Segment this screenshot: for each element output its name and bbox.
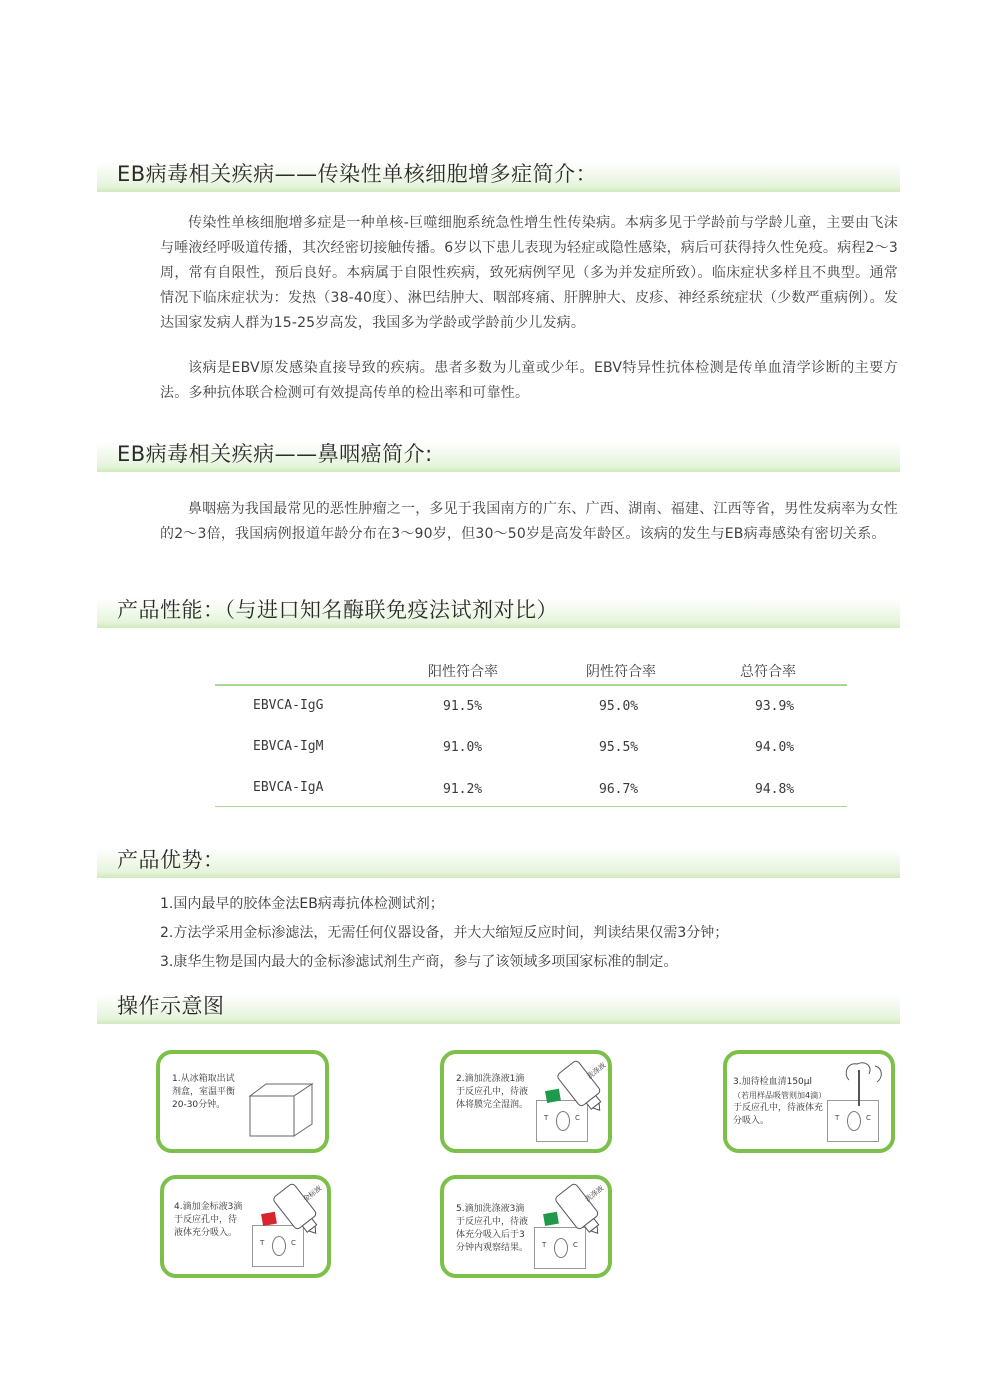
section-header-advantages — [97, 846, 900, 878]
advantage-item: 1.国内最早的胶体金法EB病毒抗体检测试剂； — [160, 896, 444, 912]
performance-table — [215, 658, 847, 813]
section-title: 产品优势： — [117, 848, 225, 872]
table-header: 阴性符合率 — [586, 664, 656, 680]
section-title: 产品性能：（与进口知名酶联免疫法试剂对比） — [117, 598, 558, 622]
reaction-plate-icon: T C — [252, 1225, 304, 1267]
bottle-label: 洗涤液 — [585, 1061, 608, 1081]
step-card-4 — [160, 1175, 331, 1278]
advantage-item: 3.康华生物是国内最大的金标渗滤试剂生产商，参与了该领域多项国家标准的制定。 — [160, 954, 678, 970]
section-header-npc — [97, 440, 900, 472]
table-cell-name: EBVCA-IgM — [253, 739, 324, 754]
bottle-label: 金标液 — [301, 1184, 324, 1204]
section-header-performance — [97, 596, 900, 628]
table-divider — [215, 684, 847, 686]
table-cell-name: EBVCA-IgA — [253, 780, 324, 795]
kit-box-icon — [246, 1080, 318, 1140]
section-header-im — [97, 160, 900, 192]
section-title: EB病毒相关疾病——鼻咽癌简介: — [117, 442, 433, 466]
table-cell: 93.9% — [755, 699, 795, 714]
step-card-5 — [440, 1175, 612, 1278]
step-text: 2.滴加洗涤液1滴 于反应孔中，待液 体将膜完全湿润。 — [456, 1074, 529, 1110]
table-cell: 96.7% — [599, 782, 639, 797]
reaction-plate-icon: T C — [827, 1100, 879, 1142]
step-card-3 — [723, 1050, 895, 1153]
table-cell: 95.5% — [599, 740, 639, 755]
step-text: 3.加待检血清150μl （若用样品吸管则加4滴） 于反应孔中，待液体充 分吸入。 — [733, 1077, 827, 1126]
table-cell: 91.5% — [443, 699, 483, 714]
step-card-2 — [440, 1050, 612, 1153]
section-title: EB病毒相关疾病——传染性单核细胞增多症简介： — [117, 162, 598, 186]
bottle-label: 洗涤液 — [583, 1184, 606, 1204]
step-text: 4.滴加金标液3滴 于反应孔中，待 液体充分吸入。 — [174, 1202, 243, 1238]
section-title: 操作示意图 — [117, 994, 225, 1018]
reaction-plate-icon: T C — [534, 1227, 586, 1269]
step-text: 5.滴加洗涤液3滴 于反应孔中，待液 体充分吸入后于3 分钟内观察结果。 — [456, 1204, 529, 1253]
step-card-1 — [156, 1050, 329, 1153]
advantage-item: 2.方法学采用金标渗滤法，无需任何仪器设备，并大大缩短反应时间，判读结果仅需3分钟； — [160, 925, 729, 941]
table-cell: 94.8% — [755, 782, 795, 797]
section-header-operation — [97, 992, 900, 1024]
pipette-hand-icon — [839, 1056, 889, 1112]
table-cell: 91.2% — [443, 782, 483, 797]
reaction-plate-icon: T C — [536, 1100, 588, 1142]
table-cell: 95.0% — [599, 699, 639, 714]
table-divider — [215, 806, 847, 807]
table-cell: 94.0% — [755, 740, 795, 755]
paragraph-im-2: 该病是EBV原发感染直接导致的疾病。患者多数为儿童或少年。EBV特异性抗体检测是传单血清学诊断的主要方法。多种抗体联合检测可有效提高传单的检出率和可靠性。 — [160, 360, 898, 401]
table-header: 总符合率 — [740, 664, 796, 680]
table-cell-name: EBVCA-IgG — [253, 698, 324, 713]
paragraph-npc-1: 鼻咽癌为我国最常见的恶性肿瘤之一，多见于我国南方的广东、广西、湖南、福建、江西等省，男性发病率为女性的2～3倍，我国病例报道年龄分布在3～90岁，但30～50岁是高发年龄区。该病的发生与EB病毒感染有密切关系。 — [160, 501, 898, 542]
table-header: 阳性符合率 — [428, 664, 498, 680]
table-cell: 91.0% — [443, 740, 483, 755]
step-text: 1.从冰箱取出试 剂盒，室温平衡 20-30分钟。 — [172, 1074, 236, 1110]
paragraph-im-1: 传染性单核细胞增多症是一种单核-巨噬细胞系统急性增生性传染病。本病多见于学龄前与学龄儿童，主要由飞沫与唾液经呼吸道传播，其次经密切接触传播。6岁以下患儿表现为轻症或隐性感染，病后可获得持久性免疫。病程2～3周，常有自限性，预后良好。本病属于自限性疾病，致死病例罕见（多为并发症所致）。临床症状多样且不典型。通常情况下临床症状为：发热（38-40度）、淋巴结肿大、咽部疼痛、肝脾肿大、皮疹、神经系统症状（少数严重病例）。发达国家发病人群为15-25岁高发，我国多为学龄或学龄前少儿发病。 — [160, 215, 898, 331]
